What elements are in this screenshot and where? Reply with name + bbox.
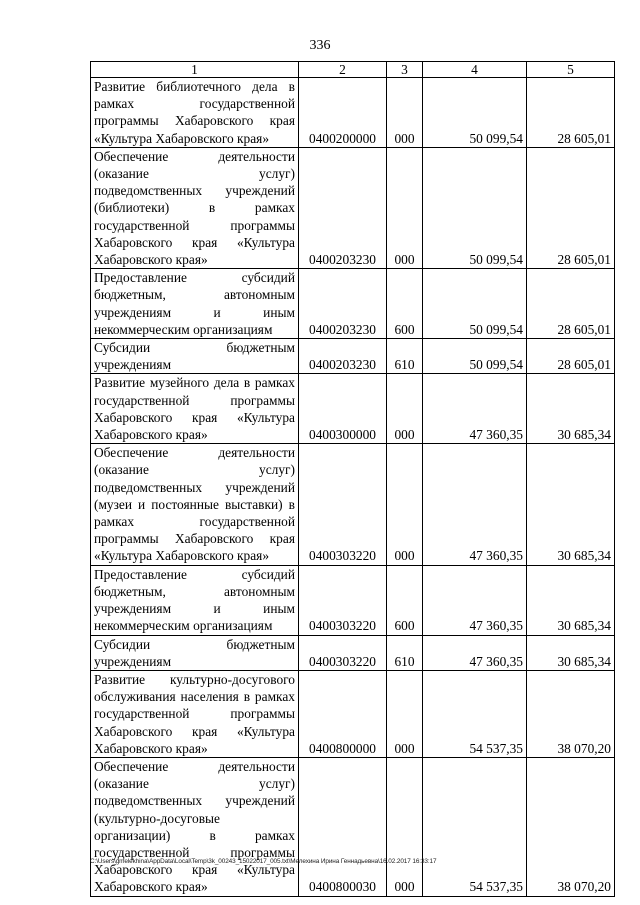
page-number: 336 <box>309 38 331 53</box>
row-sum1-cell: 50 099,54 <box>423 269 527 339</box>
row-type-cell: 000 <box>387 670 423 757</box>
table-row <box>91 269 615 339</box>
footer-file-path: C:\Users\gmelekhina\AppData\Local\Temp\3k_00243_15022017_005.txt\Мелехина Ирина Геннадьевна\16.02.2017 16:33:17 <box>90 858 437 865</box>
row-sum2-cell: 28 605,01 <box>527 78 615 148</box>
row-type-cell: 000 <box>387 78 423 148</box>
col-header-2: 2 <box>299 62 387 78</box>
table-row <box>91 670 615 757</box>
row-code-cell: 0400200000 <box>299 78 387 148</box>
row-sum1-cell: 47 360,35 <box>423 444 527 565</box>
row-sum1-cell: 47 360,35 <box>423 635 527 670</box>
row-sum1-cell: 54 537,35 <box>423 670 527 757</box>
budget-table <box>90 61 615 897</box>
row-sum2-cell: 38 070,20 <box>527 757 615 896</box>
row-type-cell: 000 <box>387 147 423 268</box>
row-type-cell: 610 <box>387 635 423 670</box>
row-code-cell: 0400203230 <box>299 339 387 374</box>
row-sum1-cell: 50 099,54 <box>423 147 527 268</box>
table-row <box>91 78 615 148</box>
row-sum2-cell: 30 685,34 <box>527 635 615 670</box>
row-name-cell: Обеспечение деятельности (оказание услуг) подведомственных учреждений (библиотеки) в рамках государственной программы Хабаровского края «Культура Хабаровского края» <box>91 147 299 268</box>
row-sum1-cell: 50 099,54 <box>423 78 527 148</box>
table-row <box>91 339 615 374</box>
table-row <box>91 147 615 268</box>
row-sum2-cell: 28 605,01 <box>527 339 615 374</box>
col-header-3: 3 <box>387 62 423 78</box>
row-sum1-cell: 50 099,54 <box>423 339 527 374</box>
row-type-cell: 600 <box>387 269 423 339</box>
row-name-cell: Субсидии бюджетным учреждениям <box>91 635 299 670</box>
row-code-cell: 0400303220 <box>299 444 387 565</box>
row-type-cell: 000 <box>387 444 423 565</box>
row-name-cell: Предоставление субсидий бюджетным, автономным учреждениям и иным некоммерческим организациям <box>91 565 299 635</box>
row-type-cell: 610 <box>387 339 423 374</box>
row-sum1-cell: 54 537,35 <box>423 757 527 896</box>
row-sum2-cell: 28 605,01 <box>527 269 615 339</box>
row-name-cell: Субсидии бюджетным учреждениям <box>91 339 299 374</box>
row-sum2-cell: 28 605,01 <box>527 147 615 268</box>
row-name-cell: Развитие библиотечного дела в рамках государственной программы Хабаровского края «Культура Хабаровского края» <box>91 78 299 148</box>
row-sum2-cell: 30 685,34 <box>527 374 615 444</box>
row-code-cell: 0400800030 <box>299 757 387 896</box>
row-name-cell: Предоставление субсидий бюджетным, автономным учреждениям и иным некоммерческим организациям <box>91 269 299 339</box>
col-header-4: 4 <box>423 62 527 78</box>
row-code-cell: 0400300000 <box>299 374 387 444</box>
row-sum2-cell: 30 685,34 <box>527 565 615 635</box>
table-row <box>91 757 615 896</box>
row-name-cell: Обеспечение деятельности (оказание услуг) подведомственных учреждений (культурно-досуговые организации) в рамках государственной программы Хабаровского края «Культура Хабаровского края» <box>91 757 299 896</box>
row-type-cell: 000 <box>387 757 423 896</box>
row-sum2-cell: 30 685,34 <box>527 444 615 565</box>
row-code-cell: 0400203230 <box>299 269 387 339</box>
row-type-cell: 000 <box>387 374 423 444</box>
row-sum1-cell: 47 360,35 <box>423 374 527 444</box>
row-name-cell: Обеспечение деятельности (оказание услуг) подведомственных учреждений (музеи и постоянные выставки) в рамках государственной программы Хабаровского края «Культура Хабаровского края» <box>91 444 299 565</box>
row-code-cell: 0400303220 <box>299 635 387 670</box>
row-code-cell: 0400203230 <box>299 147 387 268</box>
row-code-cell: 0400303220 <box>299 565 387 635</box>
row-name-cell: Развитие музейного дела в рамках государственной программы Хабаровского края «Культура Хабаровского края» <box>91 374 299 444</box>
col-header-5: 5 <box>527 62 615 78</box>
table-row <box>91 565 615 635</box>
row-code-cell: 0400800000 <box>299 670 387 757</box>
table-row <box>91 374 615 444</box>
table-row <box>91 635 615 670</box>
row-sum2-cell: 38 070,20 <box>527 670 615 757</box>
table-header-row <box>91 62 615 78</box>
row-name-cell: Развитие культурно-досугового обслуживания населения в рамках государственной программы Хабаровского края «Культура Хабаровского края» <box>91 670 299 757</box>
row-type-cell: 600 <box>387 565 423 635</box>
table-row <box>91 444 615 565</box>
row-sum1-cell: 47 360,35 <box>423 565 527 635</box>
col-header-1: 1 <box>91 62 299 78</box>
